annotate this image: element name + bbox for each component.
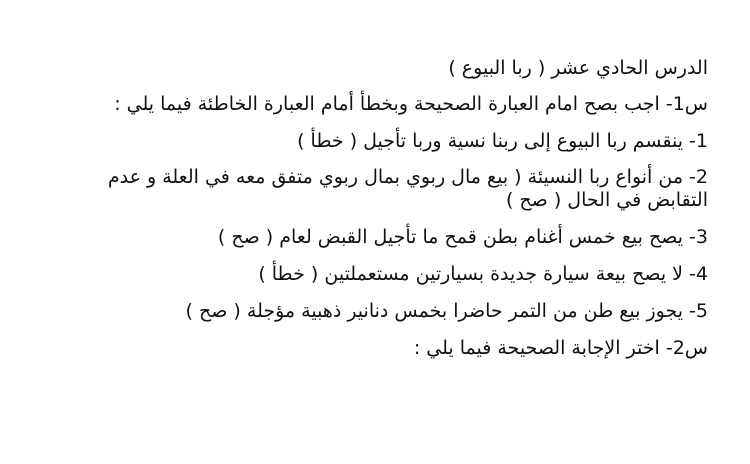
question-2-heading: س2- اختر الإجابة الصحيحة فيما يلي : xyxy=(413,337,708,359)
question-1-item-4: 4- لا يصح بيعة سيارة جديدة بسيارتين مستعملتين ( خطأ ) xyxy=(258,263,708,285)
question-1-heading: س1- اجب بصح امام العبارة الصحيحة وبخطأ أمام العبارة الخاطئة فيما يلي : xyxy=(114,93,708,115)
question-1-item-2: 2- من أنواع ربا النسيئة ( بيع مال ربوي بمال ربوي متفق معه في العلة و عدم التقابض في الحال ( صح ) xyxy=(107,166,708,211)
question-1-item-1: 1- ينقسم ربا البيوع إلى ربنا نسية وربا تأجيل ( خطأ ) xyxy=(297,130,708,152)
question-1-item-5: 5- يجوز بيع طن من التمر حاضرا بخمس دنانير ذهبية مؤجلة ( صح ) xyxy=(185,300,708,322)
question-1-item-3: 3- يصح بيع خمس أغنام بطن قمح ما تأجيل القبض لعام ( صح ) xyxy=(217,226,708,248)
document-body xyxy=(62,56,708,373)
lesson-title: الدرس الحادي عشر ( ربا البيوع ) xyxy=(448,57,708,79)
